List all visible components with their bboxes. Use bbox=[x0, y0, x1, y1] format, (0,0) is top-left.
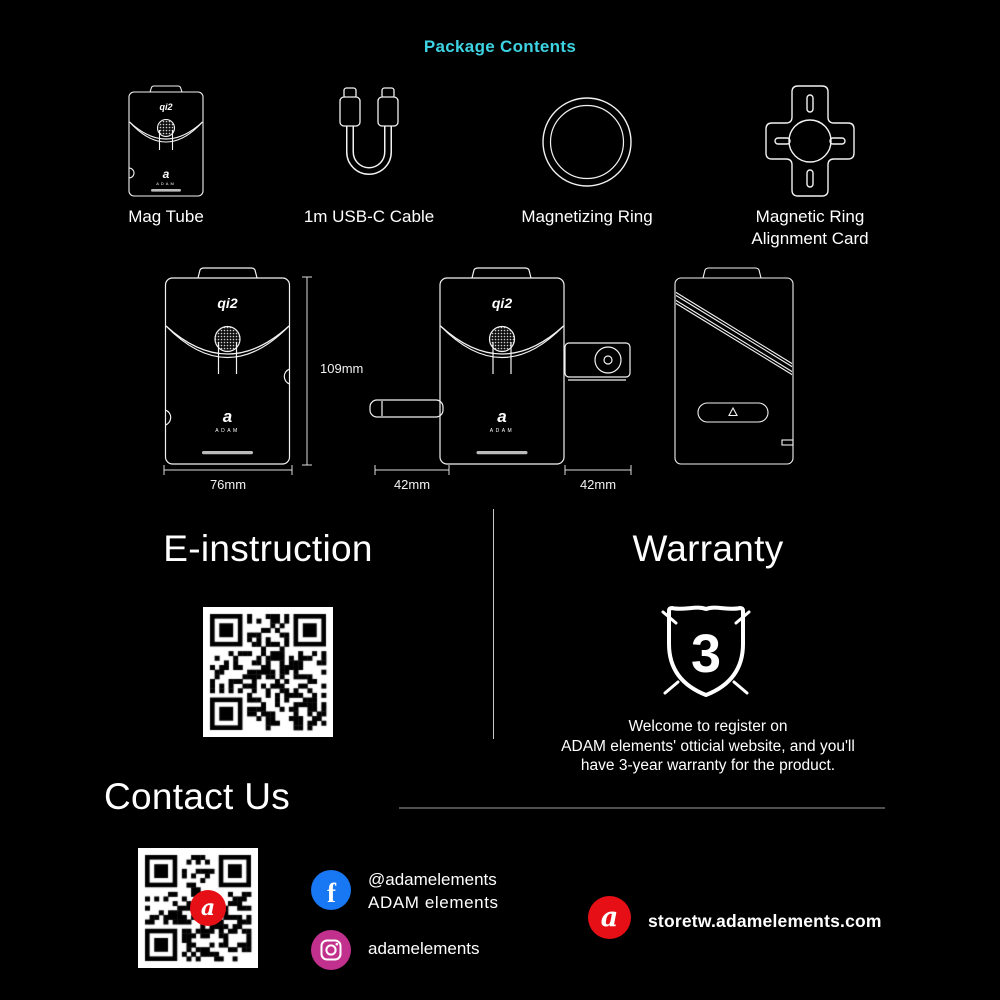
device-back-view bbox=[670, 266, 800, 470]
warranty-title: Warranty bbox=[632, 528, 784, 569]
adam-logo-glyph: a bbox=[497, 407, 507, 426]
facebook-f-glyph: f bbox=[327, 878, 336, 908]
facebook-icon bbox=[311, 870, 351, 910]
device-arms-extended-view bbox=[368, 266, 636, 470]
adam-logo-glyph: a bbox=[222, 407, 233, 426]
adam-wordmark: ADAM bbox=[489, 428, 515, 434]
adam-logo-glyph: a bbox=[200, 895, 216, 921]
adam-logo-glyph: a bbox=[600, 902, 619, 933]
instagram-handle: adamelements bbox=[368, 939, 480, 958]
left-arm-dimension-line bbox=[374, 464, 450, 476]
e-instruction-qr-code bbox=[203, 607, 333, 737]
contact-title: Contact Us bbox=[104, 776, 291, 817]
instagram-camera-glyph bbox=[320, 939, 342, 961]
page-title: Package Contents bbox=[423, 37, 577, 56]
width-dimension-label: 76mm bbox=[209, 477, 247, 492]
qi2-logo: qi2 bbox=[159, 102, 173, 112]
height-dimension-line bbox=[300, 276, 314, 466]
adam-wordmark: ADAM bbox=[156, 181, 176, 186]
warranty-years: 3 bbox=[690, 624, 722, 684]
e-instruction-title: E-instruction bbox=[163, 528, 373, 569]
adam-store-logo-icon bbox=[588, 896, 631, 939]
left-arm-dimension-label: 42mm bbox=[393, 477, 431, 492]
right-arm-dimension-label: 42mm bbox=[579, 477, 617, 492]
warranty-text-line: Welcome to register on bbox=[628, 718, 788, 735]
mag-tube-icon bbox=[126, 84, 206, 202]
qi2-logo: qi2 bbox=[491, 295, 513, 311]
instagram-icon bbox=[311, 930, 351, 970]
device-front-view bbox=[160, 266, 295, 470]
section-vertical-divider bbox=[493, 509, 494, 739]
package-item-label: Magnetizing Ring bbox=[521, 207, 653, 226]
website-url: storetw.adamelements.com bbox=[648, 911, 882, 931]
package-item-label: 1m USB-C Cable bbox=[303, 207, 435, 226]
warranty-shield-icon bbox=[646, 596, 766, 708]
package-item-label: Mag Tube bbox=[128, 207, 204, 226]
warranty-text-line: have 3-year warranty for the product. bbox=[580, 757, 836, 774]
width-dimension-line bbox=[163, 464, 293, 476]
height-dimension-label: 109mm bbox=[320, 361, 364, 376]
facebook-handle: @adamelements bbox=[368, 870, 497, 889]
package-item-label: Magnetic Ring bbox=[755, 207, 865, 226]
adam-logo-icon bbox=[190, 890, 226, 926]
usb-c-cable-icon bbox=[327, 86, 411, 190]
alignment-card-icon bbox=[763, 80, 857, 204]
magnetizing-ring-icon bbox=[540, 95, 634, 189]
qi2-logo: qi2 bbox=[217, 295, 238, 311]
package-item-label: Alignment Card bbox=[751, 229, 869, 248]
adam-logo-glyph: a bbox=[162, 167, 170, 181]
adam-wordmark: ADAM bbox=[215, 428, 240, 434]
facebook-page-name: ADAM elements bbox=[368, 893, 499, 912]
right-arm-dimension-line bbox=[564, 464, 632, 476]
warranty-text-line: ADAM elements' otticial website, and you'll bbox=[561, 737, 855, 755]
warranty-text bbox=[520, 717, 896, 776]
section-horizontal-divider bbox=[399, 807, 885, 809]
